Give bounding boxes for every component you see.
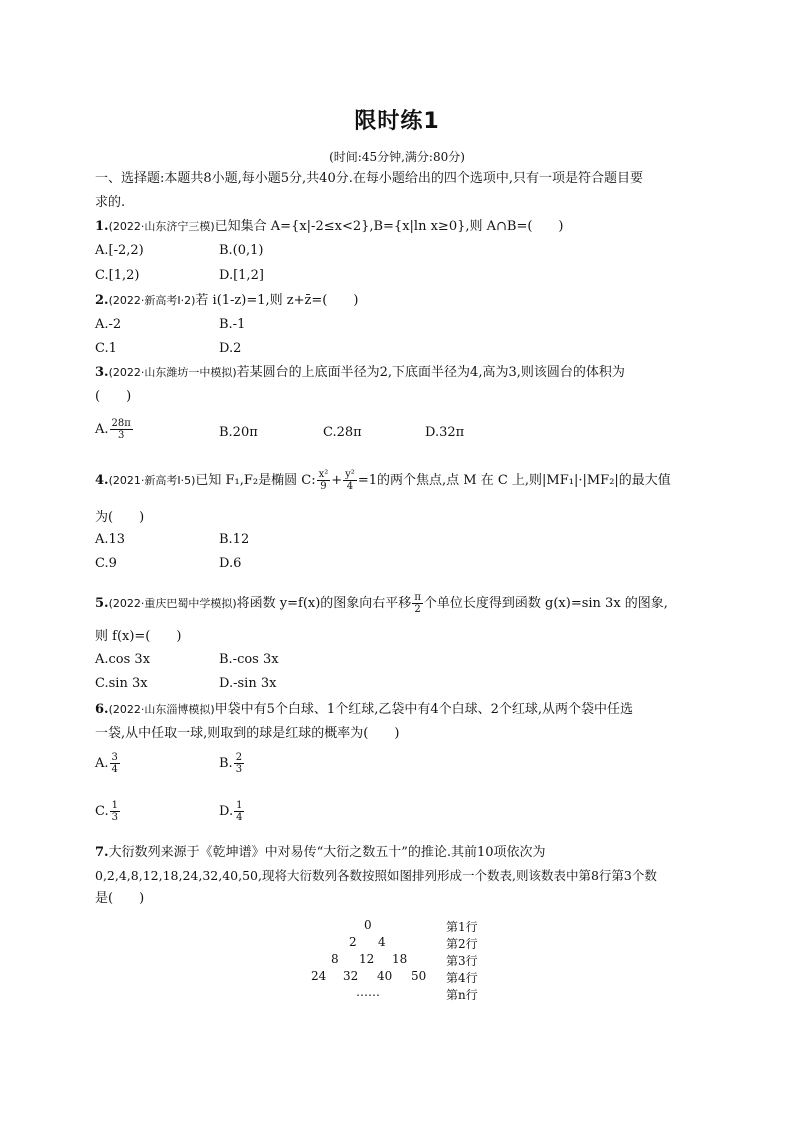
q4-plus: + bbox=[331, 473, 343, 488]
q3-option-a[interactable] bbox=[95, 418, 134, 441]
question-4-number: 4. bbox=[95, 473, 109, 488]
q1-option-a[interactable]: A.[-2,2) bbox=[95, 243, 144, 258]
q6-option-b-numerator: 2 bbox=[235, 752, 243, 763]
question-6-line2: 一袋,从中任取一球,则取到的球是红球的概率为( ) bbox=[95, 726, 400, 741]
question-7-number: 7. bbox=[95, 845, 109, 860]
question-1 bbox=[95, 218, 564, 236]
q3-option-a-numerator: 28π bbox=[111, 418, 131, 429]
question-6-text: 甲袋中有5个白球、1个红球,乙袋中有4个白球、2个红球,从两个袋中任选 bbox=[214, 702, 634, 717]
question-5-number: 5. bbox=[95, 596, 109, 611]
q4-option-c[interactable]: C.9 bbox=[95, 556, 117, 571]
q6-option-d-fraction bbox=[234, 800, 244, 823]
row-label-4: 第4行 bbox=[446, 971, 478, 985]
q5-fraction bbox=[412, 592, 423, 615]
table-row-4-value-3: 40 bbox=[377, 969, 393, 983]
question-2 bbox=[95, 292, 358, 310]
q6-option-b[interactable] bbox=[219, 752, 245, 775]
table-ellipsis: …… bbox=[356, 985, 380, 999]
q2-option-a[interactable]: A.-2 bbox=[95, 317, 122, 332]
q5-option-d[interactable]: D.-sin 3x bbox=[219, 676, 277, 691]
question-5-text-before: 将函数 y=f(x)的图象向右平移 bbox=[236, 596, 412, 611]
question-2-text: 若 i(1-z)=1,则 z+z̄=( ) bbox=[195, 293, 359, 308]
question-4-source: (2021·新高考Ⅰ·5) bbox=[108, 474, 196, 487]
table-row-3-value-2: 12 bbox=[359, 952, 375, 966]
q4-fraction-y-denominator: 4 bbox=[346, 481, 354, 492]
q4-fraction-x-denominator: 9 bbox=[320, 481, 327, 492]
q1-option-b[interactable]: B.(0,1) bbox=[219, 243, 264, 258]
q5-option-a[interactable]: A.cos 3x bbox=[95, 652, 151, 667]
row-label-1: 第1行 bbox=[446, 920, 478, 934]
question-7-line3: 是( ) bbox=[95, 891, 145, 906]
q6-option-c-fraction bbox=[110, 800, 120, 823]
q5-fraction-numerator: π bbox=[414, 592, 421, 603]
q6-option-d-numerator: 1 bbox=[236, 800, 243, 811]
question-5-text-after: 个单位长度得到函数 g(x)=sin 3x 的图象, bbox=[423, 596, 668, 611]
question-7-line2: 0,2,4,8,12,18,24,32,40,50,现将大衍数列各数按照如图排列形成一个数表,则该数表中第8行第3个数 bbox=[95, 868, 657, 883]
question-4-text-before: 已知 F₁,F₂是椭圆 C: bbox=[195, 473, 316, 488]
q6-option-d[interactable] bbox=[219, 800, 245, 823]
q6-option-a-denominator: 4 bbox=[111, 764, 118, 775]
question-3-number: 3. bbox=[95, 365, 109, 380]
table-row-3-value-3: 18 bbox=[392, 952, 408, 966]
table-row-3-value-1: 8 bbox=[331, 952, 339, 966]
q2-option-d[interactable]: D.2 bbox=[219, 341, 242, 356]
q4-fraction-x bbox=[317, 469, 331, 492]
question-3-text: 若某圆台的上底面半径为2,下底面半径为4,高为3,则该圆台的体积为 bbox=[236, 365, 625, 380]
row-label-3: 第3行 bbox=[446, 954, 478, 968]
question-2-source: (2022·新高考Ⅰ·2) bbox=[108, 294, 196, 307]
question-3-paren: ( ) bbox=[95, 389, 132, 404]
q5-fraction-denominator: 2 bbox=[414, 604, 421, 615]
question-6-source: (2022·山东淄博模拟) bbox=[108, 703, 215, 716]
question-6-number: 6. bbox=[95, 702, 109, 717]
table-row-4-value-1: 24 bbox=[311, 969, 327, 983]
table-row-2-value-2: 4 bbox=[378, 935, 386, 949]
question-6 bbox=[95, 701, 633, 719]
q6-option-b-fraction bbox=[234, 752, 244, 775]
table-row-2-value-1: 2 bbox=[349, 935, 357, 949]
q2-option-c[interactable]: C.1 bbox=[95, 341, 117, 356]
question-1-number: 1. bbox=[95, 219, 109, 234]
q6-option-a-fraction bbox=[110, 752, 120, 775]
q6-option-c-denominator: 3 bbox=[111, 812, 118, 823]
question-5-line2: 则 f(x)=( ) bbox=[95, 629, 182, 644]
question-1-text: 已知集合 A={x|-2≤x<2},B={x|ln x≥0},则 A∩B=( ) bbox=[214, 219, 564, 234]
question-5 bbox=[95, 589, 668, 619]
q4-fraction-x-numerator: x² bbox=[318, 469, 329, 480]
q1-option-c[interactable]: C.[1,2) bbox=[95, 268, 140, 283]
q6-option-b-label: B. bbox=[219, 756, 233, 771]
q3-option-a-label: A. bbox=[95, 422, 109, 437]
table-row-4-value-2: 32 bbox=[343, 969, 359, 983]
section-heading-line2: 求的. bbox=[95, 195, 126, 210]
question-1-source: (2022·山东济宁三模) bbox=[108, 220, 215, 233]
q4-option-a[interactable]: A.13 bbox=[95, 532, 126, 547]
question-5-source: (2022·重庆巴蜀中学模拟) bbox=[108, 597, 237, 610]
page-subtitle: (时间:45分钟,满分:80分) bbox=[329, 150, 465, 164]
q3-option-a-fraction bbox=[110, 418, 133, 441]
q3-option-c[interactable]: C.28π bbox=[323, 425, 362, 440]
q1-option-d[interactable]: D.[1,2] bbox=[219, 268, 264, 283]
q6-option-a-numerator: 3 bbox=[111, 752, 118, 763]
q6-option-a-label: A. bbox=[95, 756, 109, 771]
q6-option-c-label: C. bbox=[95, 804, 109, 819]
q4-fraction-y bbox=[343, 469, 357, 492]
section-heading-line1: 一、选择题:本题共8小题,每小题5分,共40分.在每小题给出的四个选项中,只有一项是符合题目要 bbox=[95, 171, 643, 186]
question-4-line2: 为( ) bbox=[95, 510, 145, 525]
table-row-4-value-4: 50 bbox=[411, 969, 427, 983]
q6-option-d-label: D. bbox=[219, 804, 234, 819]
q6-option-a[interactable] bbox=[95, 752, 121, 775]
question-3 bbox=[95, 364, 625, 382]
question-3-source: (2022·山东潍坊一中模拟) bbox=[108, 366, 237, 379]
q4-option-d[interactable]: D.6 bbox=[219, 556, 242, 571]
q2-option-b[interactable]: B.-1 bbox=[219, 317, 246, 332]
page-title: 限时练1 bbox=[354, 109, 440, 134]
question-7 bbox=[95, 844, 546, 862]
question-4 bbox=[95, 466, 671, 496]
question-4-text-after: =1的两个焦点,点 M 在 C 上,则|MF₁|·|MF₂|的最大值 bbox=[357, 473, 671, 488]
row-label-n: 第n行 bbox=[446, 988, 478, 1002]
q4-fraction-y-numerator: y² bbox=[345, 469, 355, 480]
q4-option-b[interactable]: B.12 bbox=[219, 532, 250, 547]
question-2-number: 2. bbox=[95, 293, 109, 308]
table-row-1-value-1: 0 bbox=[364, 918, 372, 932]
q3-option-d[interactable]: D.32π bbox=[425, 425, 465, 440]
q6-option-d-denominator: 4 bbox=[236, 812, 243, 823]
q6-option-c[interactable] bbox=[95, 800, 121, 823]
q5-option-b[interactable]: B.-cos 3x bbox=[219, 652, 279, 667]
q5-option-c[interactable]: C.sin 3x bbox=[95, 676, 148, 691]
q6-option-c-numerator: 1 bbox=[111, 800, 118, 811]
q3-option-a-denominator: 3 bbox=[117, 430, 125, 441]
question-7-text: 大衍数列来源于《乾坤谱》中对易传“大衍之数五十”的推论.其前10项依次为 bbox=[108, 845, 546, 860]
q6-option-b-denominator: 3 bbox=[235, 764, 243, 775]
q3-option-b[interactable]: B.20π bbox=[219, 425, 258, 440]
row-label-2: 第2行 bbox=[446, 937, 478, 951]
